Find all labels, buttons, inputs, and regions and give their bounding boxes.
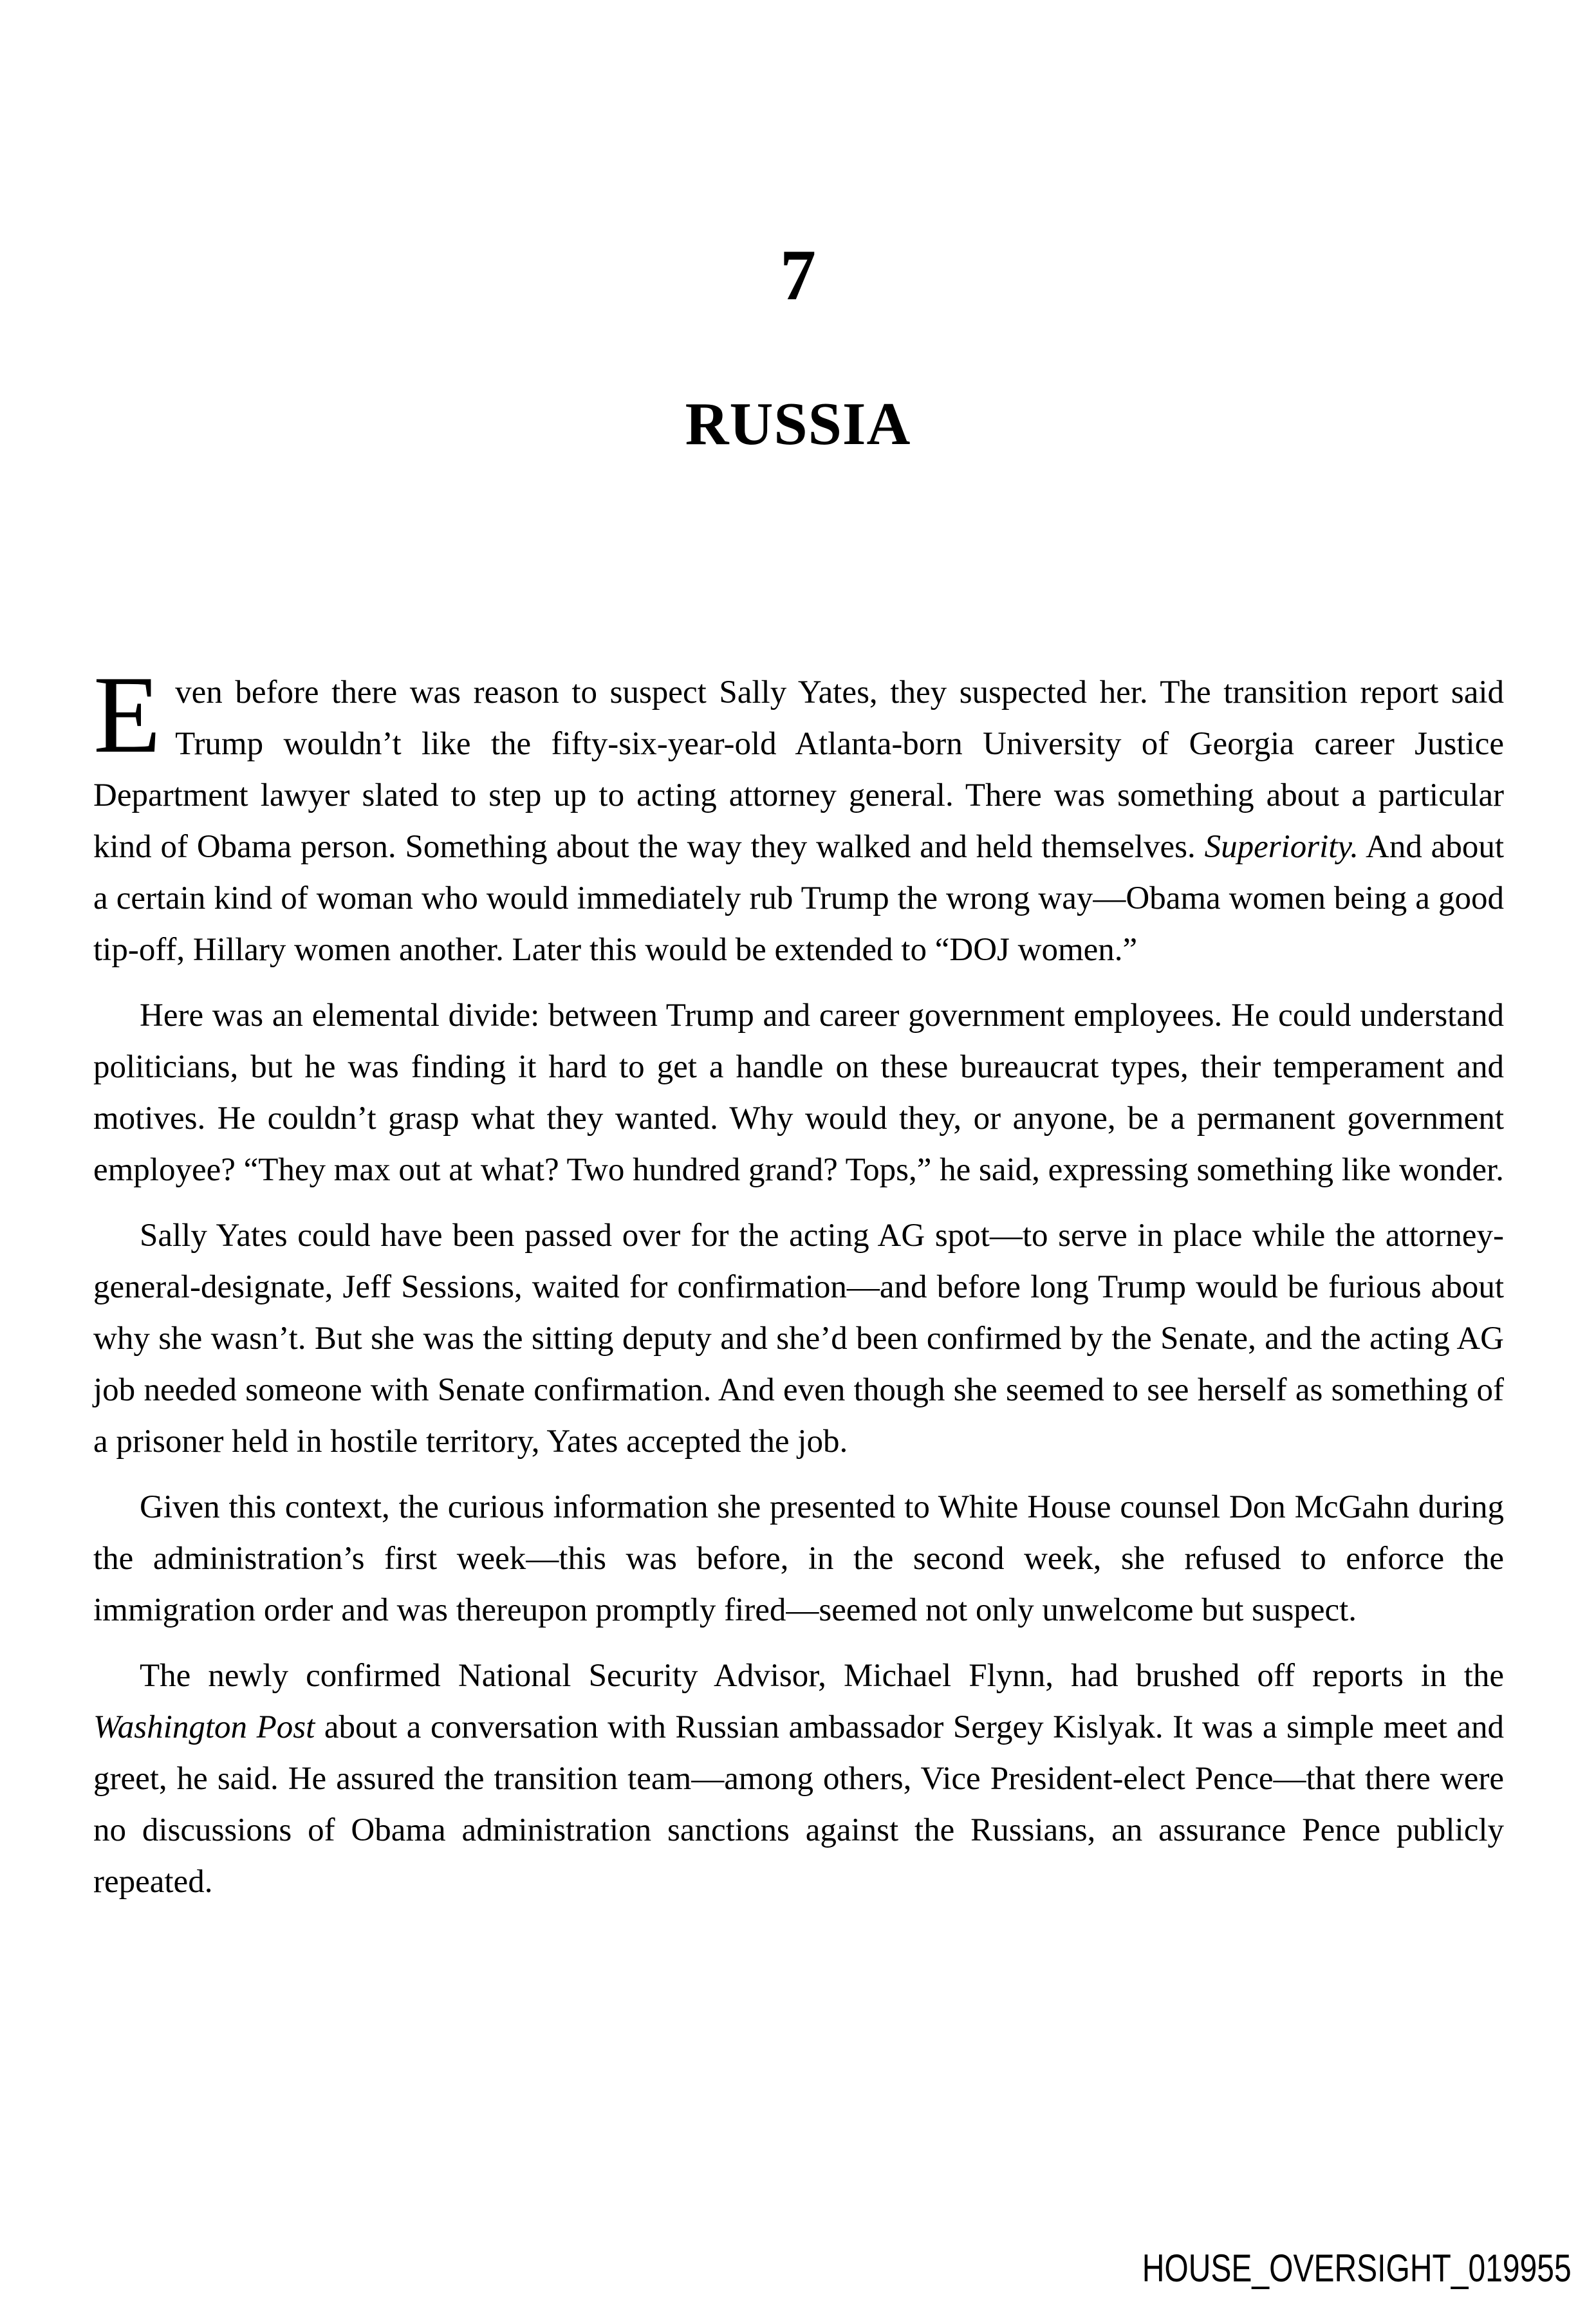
chapter-number: 7 — [780, 236, 816, 315]
paragraph — [93, 654, 1504, 976]
bates-stamp: HOUSE_OVERSIGHT_019955 — [1142, 2247, 1572, 2290]
paragraph — [93, 1481, 1504, 1636]
text-run: Given this context, the curious information she presented to White House counsel Don McGahn during the administration’s first week—this was before, in the second week, she refused to enforce the immigration order and was thereupon promptly fired—seemed not only unwelcome but suspect. — [93, 1489, 1504, 1628]
italic-text-run: Superiority. — [1204, 829, 1359, 865]
body-text — [93, 654, 1504, 1908]
paragraph — [93, 1650, 1504, 1908]
text-run: The newly confirmed National Security Advisor, Michael Flynn, had brushed off reports in the — [140, 1658, 1504, 1694]
text-run: And about a certain kind of woman who would immediately rub Trump the wrong way—Obama women being a good tip-off, Hillary women another. Later this would be extended to “DOJ women.” — [93, 829, 1504, 968]
text-run: about a conversation with Russian ambassador Sergey Kislyak. It was a simple meet and greet, he said. He assured the transition team—among others, Vice President-elect Pence—that there were no discussions of Obama administration sanctions against the Russians, an assurance Pence publicly repeated. — [93, 1709, 1504, 1900]
chapter-title: RUSSIA — [685, 391, 911, 458]
italic-text-run: Washington Post — [93, 1709, 315, 1745]
text-run: ven before there was reason to suspect Sally Yates, they suspected her. The transition report said Trump wouldn’t like the fifty-six-year-old Atlanta-born University of Georgia career Justice Department lawyer slated to step up to acting attorney general. There was something about a particular kind of Obama person. Something about the way they walked and held themselves. — [93, 674, 1504, 865]
drop-cap: E — [93, 654, 162, 776]
text-run: Here was an elemental divide: between Trump and career government employees. He could understand politicians, but he was finding it hard to get a handle on these bureaucrat types, their temperament and motives. He couldn’t grasp what they wanted. Why would they, or anyone, be a permanent government employee? “They max out at what? Two hundred grand? Tops,” he said, expressing something like wonder. — [93, 998, 1504, 1188]
text-run: Sally Yates could have been passed over for the acting AG spot—to serve in place while the attorney-general-designate, Jeff Sessions, waited for confirmation—and before long Trump would be furious about why she wasn’t. But she was the sitting deputy and she’d been confirmed by the Senate, and the acting AG job needed someone with Senate confirmation. And even though she seemed to see herself as something of a prisoner held in hostile territory, Yates accepted the job. — [93, 1218, 1504, 1460]
paragraph — [93, 990, 1504, 1196]
paragraph — [93, 1210, 1504, 1467]
